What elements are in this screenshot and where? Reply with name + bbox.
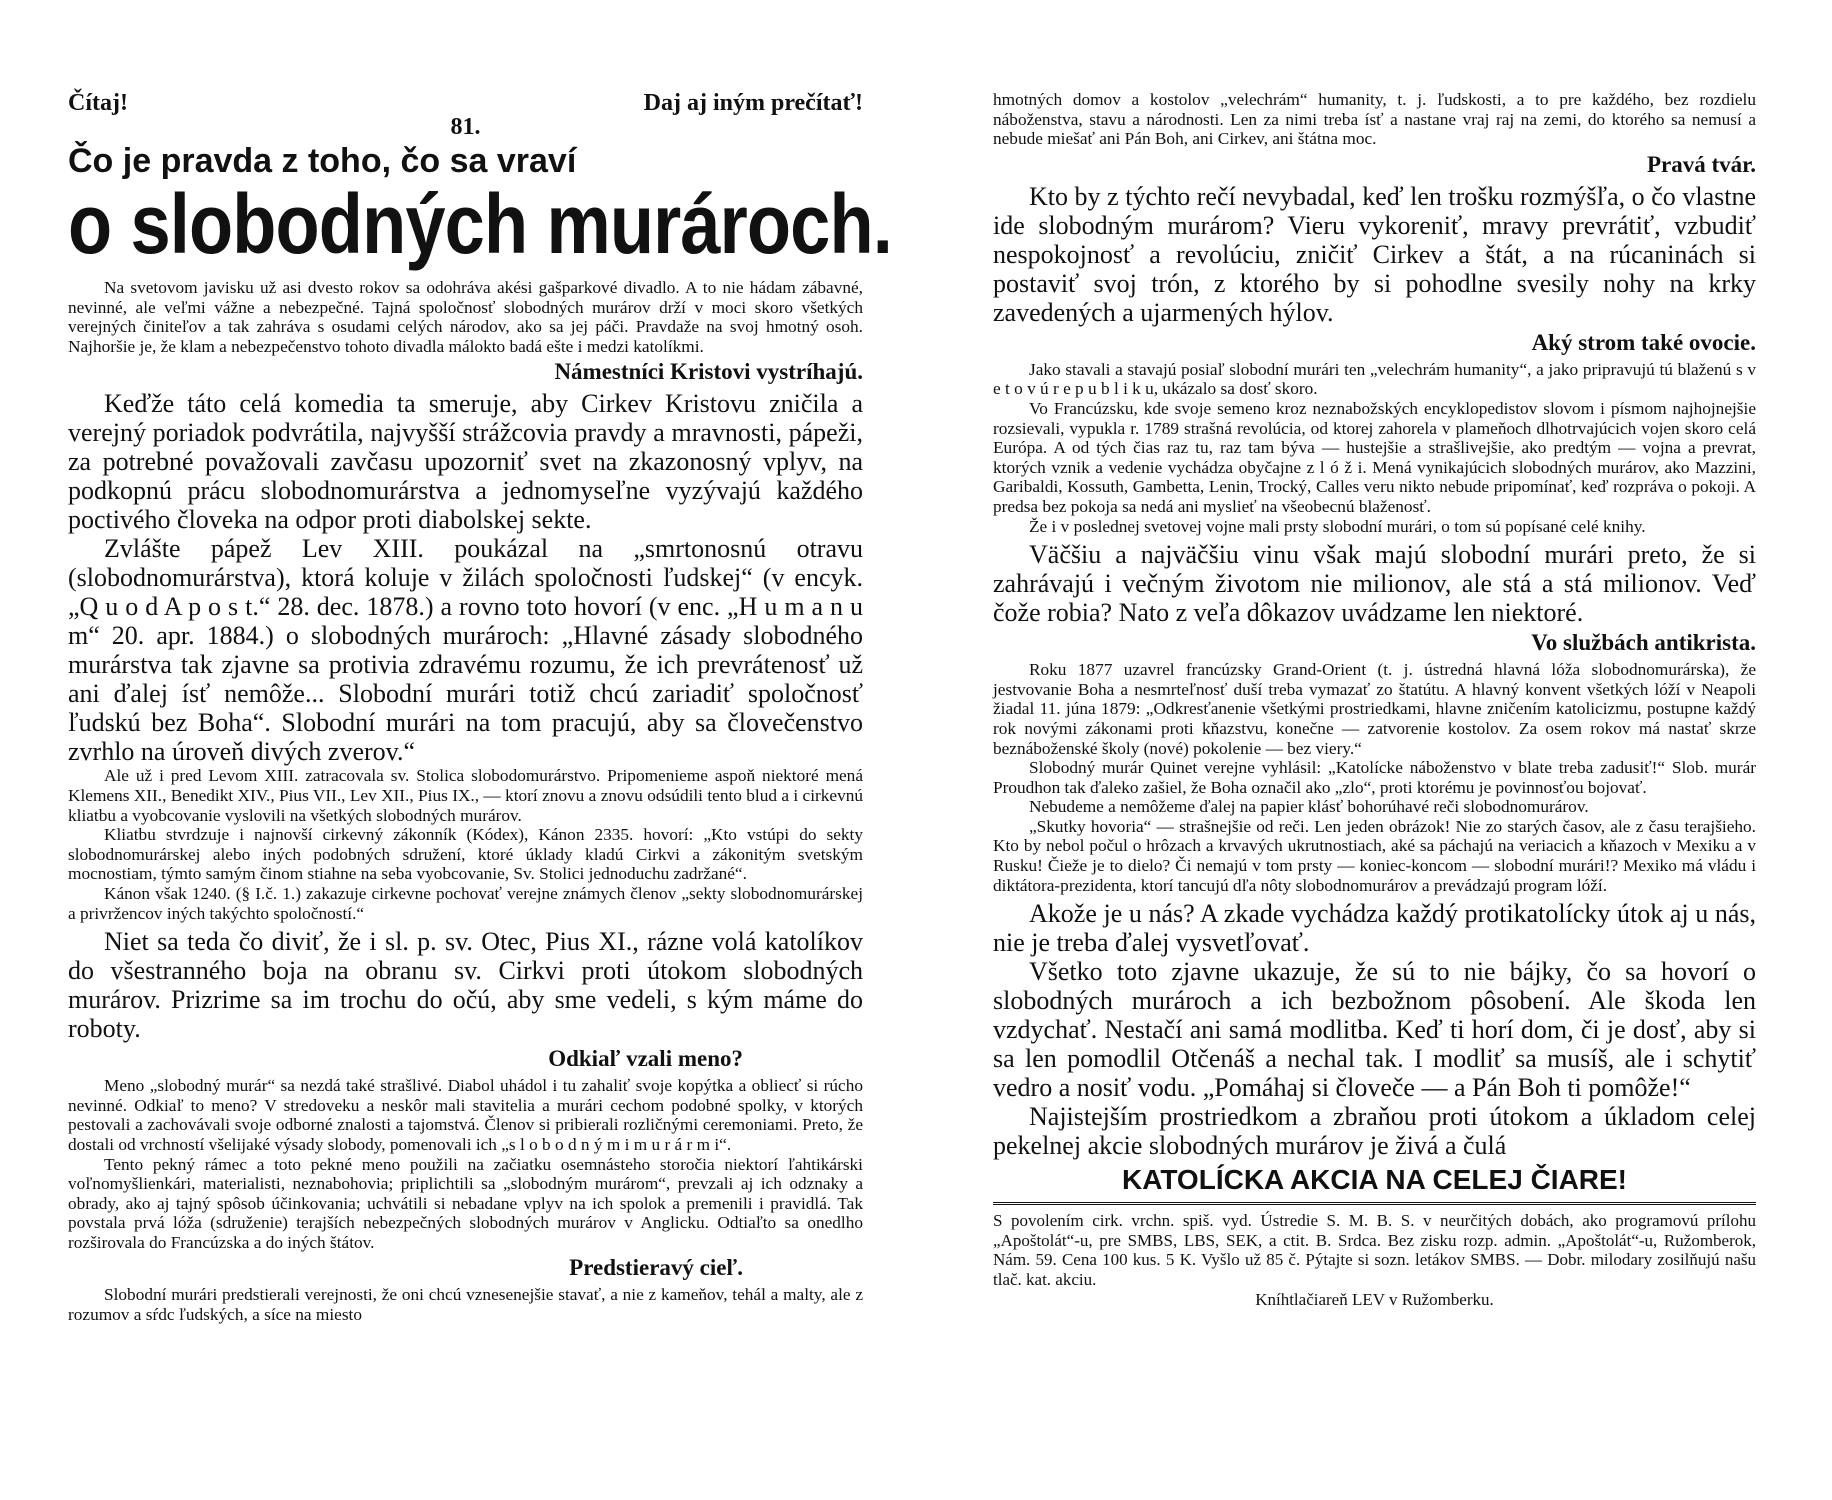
- paragraph: Že i v poslednej svetovej vojne mali prsty slobodní murári, o tom sú popísané celé knihy.: [1029, 516, 1646, 536]
- slogan: KATOLÍCKA AKCIA NA CELEJ ČIARE!: [1121, 1164, 1628, 1196]
- printer-line: Kníhtlačiareň LEV v Ružomberku.: [1255, 1289, 1494, 1309]
- paragraph: Akože je u nás? A zkade vychádza každý protikatolícky útok aj u nás, nie je treba ďalej vysvetľovať.: [993, 899, 1756, 958]
- issue-number: 81.: [450, 114, 481, 140]
- left-page: [68, 90, 892, 1325]
- paragraph: Kto by z týchto rečí nevybadal, keď len trošku rozmýšľa, o čo vlastne ide slobodným murárom? Vieru vykoreniť, mravy prevrátiť, vzbudiť nespokojnosť a revolúciu, zničiť Cirkev a štát, a na rúcaninách si postaviť svoj trón, z ktorého by si pohodlne svesily nohy na krky zavedených a ujarmených hýlov.: [993, 181, 1756, 327]
- paragraph: Tento pekný rámec a toto pekné meno použili na začiatku osemnásteho storočia niektorí ľahtikárski voľnomyšlienkári, materialisti, neznabohovia; priplichtili sa „slobodným murárom“, prevzali aj ich odznaky a obrady, ako aj tajný spôsob účinkovania; uchvátili si nebadane vplyv na ich spolok a premenili i pravidlá. Tak povstala prvá lóža (sdruženie) terajších nebezpečných slobodných murárov v Anglicku. Odtiaľto sa onedlho rozširovala do Francúzska a do iných štátov.: [68, 1154, 863, 1252]
- read-label: Čítaj!: [68, 90, 128, 116]
- section-heading: Odkiaľ vzali meno?: [548, 1046, 743, 1072]
- share-label: Daj aj iným prečítať!: [643, 90, 863, 116]
- section-heading: Aký strom také ovocie.: [1531, 329, 1756, 355]
- paragraph: Vo Francúzsku, kde svoje semeno kroz neznabožských encyklopedistov slovom i písmom najhojnejšie rozsievali, vypukla r. 1789 strašná revolúcia, od ktorej zahorela v plameňoch dlhotrvajúcich vojen skoro celá Európa. A od tých čias raz tu, raz tam býva — hustejšie a strašlivejšie, ako predtým — vojna a prevrat, ktorých vznik a vedenie vychádza obyčajne z l ó ž i. Mená vynikajúcich slobodných murárov, ako Mazzini, Garibaldi, Kossuth, Gambetta, Lenin, Trocký, Calles veru nikto nebude pripomínať, keď rozpráva o pokoji. A predsa bez pokoja sa nedá ani myslieť na všeobecnú blaženosť.: [993, 398, 1756, 516]
- paragraph: Slobodný murár Quinet verejne vyhlásil: „Katolícke náboženstvo v blate treba zadusiť!“ Slob. murár Proudhon tak ďaleko zašiel, že Boha označil ako „zlo“, proti ktorému je povinnosťou bojovať.: [993, 758, 1756, 797]
- masthead: [68, 90, 863, 116]
- paragraph: Meno „slobodný murár“ sa nezdá také strašlivé. Diabol uhádol i tu zahaliť svoje kopýtka a obliecť si rúcho nevinné. Odkiaľ to meno? V stredoveku a neskôr mali stavitelia a murári cechom podobné spolky, v ktorých pestovali a zachovávali svoje odborné znalosti a tajomstvá. Členov si pribierali rozličnými ceremoniami. Preto, že dostali od vrchností všelijaké výsady slobody, pomenovali ich „s l o b o d n ý m i m u r á r m i“.: [68, 1076, 863, 1154]
- paragraph: Najistejším prostriedkom a zbraňou proti útokom a úkladom celej pekelnej akcie slobodných murárov je živá a čulá: [993, 1102, 1756, 1161]
- paragraph: Kliatbu stvrdzuje i najnovší cirkevný zákonník (Kódex), Kánon 2335. hovorí: „Kto vstúpi do sekty slobodnomurárskej alebo iných podobných sdružení, ktoré úklady kladú Cirkvi a zákonitým svetským mocnostiam, týmto samým činom stiahne na seba vyobcovanie, Sv. Stolici jednoduchu zadržané“.: [68, 825, 863, 884]
- section-heading: Pravá tvár.: [1646, 151, 1756, 177]
- page-title: o slobodných murároch.: [68, 177, 892, 271]
- paragraph: Niet sa teda čo diviť, že i sl. p. sv. Otec, Pius XI., rázne volá katolíkov do všestranného boja na obranu sv. Cirkvi proti útokom slobodných murárov. Prizrime sa im trochu do očú, aby sme vedeli, s kým máme do roboty.: [68, 927, 863, 1044]
- paragraph: Kánon však 1240. (§ I.č. 1.) zakazuje cirkevne pochovať verejne známych členov „sekty slobodnomurárskej a privržencov iných takýchto spoločností.“: [68, 883, 863, 923]
- section-heading: Námestníci Kristovi vystríhajú.: [554, 359, 863, 385]
- intro-paragraph: Na svetovom javisku už asi dvesto rokov sa odohráva akési gašparkové divadlo. A to nie hádam zábavné, nevinné, ale veľmi vážne a nebezpečné. Tajná spoločnosť slobodných murárov drží v moci skoro všetkých verejných činiteľov a tak zahráva s osudami celých národov, ako sa jej páči. Pravdaže na svoj hmotný osoh. Najhoršie je, že klam a nebezpečenstvo tohoto divadla málokto badá ešte i medzi katolíkmi.: [68, 278, 863, 356]
- paragraph: Väčšiu a najväčšiu vinu však majú slobodní murári preto, že si zahrávajú i večným životom nie milionov, ale stá a stá milionov. Veď čože robia? Nato z veľa dôkazov uvádzame len niektoré.: [993, 540, 1756, 628]
- paragraph: Nebudeme a nemôžeme ďalej na papier klásť bohorúhavé reči slobodnomurárov.: [1029, 797, 1589, 817]
- paragraph: Jako stavali a stavajú posiaľ slobodní murári ten „velechrám humanity“, a jako pripravujú tú blaženú s v e t o v ú r e p u b l i k u, ukázalo sa dosť skoro.: [993, 359, 1756, 399]
- paragraph: Keďže táto celá komedia ta smeruje, aby Cirkev Kristovu zničila a verejný poriadok podvrátila, najvyšší strážcovia pravdy a mravnosti, pápeži, za potrebné považovali zavčasu upozorniť svet na zkazonosný vplyv, na podkopnú prácu slobodnomurárstva a jednomyseľne vyzývajú každého poctivého človeka na odpor proti diabolskej sekte.: [68, 389, 863, 535]
- subtitle: Čo je pravda z toho, čo sa vraví: [68, 142, 577, 180]
- paragraph: hmotných domov a kostolov „velechrám“ humanity, t. j. ľudskosti, a to pre každého, bez rozdielu náboženstva, stavu a národnosti. Len za nimi treba ísť a nastane vraj raj na zemi, do ktorého sa nemusí a nebude miešať ani Pán Boh, ani Cirkev, ani štátna moc.: [993, 90, 1756, 149]
- paragraph: Zvlášte pápež Lev XIII. poukázal na „smrtonosnú otravu (slobodnomurárstva), ktorá koluje v žilách spoločnosti ľudskej“ (v encyk. „Q u o d A p o s t.“ 28. dec. 1878.) a rovno toto hovorí (v enc. „H u m a n u m“ 20. apr. 1884.) o slobodných murároch: „Hlavné zásady slobodného murárstva tak zjavne sa protivia zdravému rozumu, že ich prevrátenosť už ani ďalej ísť nemôže... Slobodní murári totiž chcú zariadiť spoločnosť ľudskú bez Boha“. Slobodní murári na tom pracujú, aby sa človečenstvo zvrhlo na úroveň divých zverov.“: [68, 534, 863, 767]
- paragraph: Ale už i pred Levom XIII. zatracovala sv. Stolica slobodomurárstvo. Pripomenieme aspoň niektoré mená Klemens XII., Benedikt XIV., Pius VII., Lev XII., Pius IX., — ktorí znovu a znovu odsúdili tento blud a i cirkevnú kliatbu a vyobcovanie vyslovili na všetkých slobodných murárov.: [68, 766, 863, 825]
- paragraph: Slobodní murári predstierali verejnosti, že oni chcú vznesenejšie stavať, a nie z kameňov, tehál a malty, ale z rozumov a sŕdc ľudských, a síce na miesto: [68, 1285, 863, 1325]
- section-heading: Predstieravý cieľ.: [569, 1255, 743, 1281]
- paragraph: Roku 1877 uzavrel francúzsky Grand-Orient (t. j. ústredná hlavná lóža slobodnomurárska), že jestvovanie Boha a nesmrteľnosť duší treba vymazať zo štatútu. A hlavný konvent všetkých lóží v Neapoli žiadal 11. júna 1879: „Odkresťanenie všetkými prostriedkami, hlavne zničením katolicizmu, postupne každý rok novými zákonami proti kňazstvu, konečne — zatvorenie kostolov. Za osem rokov má nastať skrze beznáboženské školy (nové) pokolenie — bez viery.“: [993, 660, 1756, 758]
- publication-footer: S povolením cirk. vrchn. spiš. vyd. Ústredie S. M. B. S. v neurčitých dobách, ako programovú prílohu „Apoštolát“-u, pre SMBS, LBS, SEK, a ctit. B. Srdca. Bez zisku rozp. admin. „Apoštolát“-u, Ružomberok, Nám. 59. Cena 100 kus. 5 K. Vyšlo už 85 č. Pýtajte si sozn. letákov SMBS. — Dobr. milodary zosilňujú našu tlač. kat. akciu.: [993, 1211, 1756, 1290]
- right-page: [993, 90, 1756, 1309]
- divider: [993, 1202, 1756, 1205]
- section-heading: Vo službách antikrista.: [1531, 630, 1756, 656]
- paragraph: „Skutky hovoria“ — strašnejšie od reči. Len jeden obrázok! Nie zo starých časov, ale z času terajšieho. Kto by nebol počul o hrôzach a krvavých ukrutnostiach, aké sa páchajú na veriacich a kňazoch v Mexiku a v Rusku! Čieže je to dielo? Či nemajú v tom prsty — koniec-koncom — slobodní murári!? Mexiko má vládu i diktátora-prezidenta, ktorí tancujú dľa nôty slobodnomurárov a prevádzajú program lóží.: [993, 816, 1756, 895]
- paragraph: Všetko toto zjavne ukazuje, že sú to nie bájky, čo sa hovorí o slobodných murároch a ich bezbožnom pôsobení. Ale škoda len vzdychať. Nestačí ani samá modlitba. Keď ti horí dom, či je dosť, aby si sa len pomodlil Otčenáš a nechal tak. I modliť sa musíš, ale i schytiť vedro a nosiť vodu. „Pomáhaj si človeče — a Pán Boh ti pomôže!“: [993, 957, 1756, 1103]
